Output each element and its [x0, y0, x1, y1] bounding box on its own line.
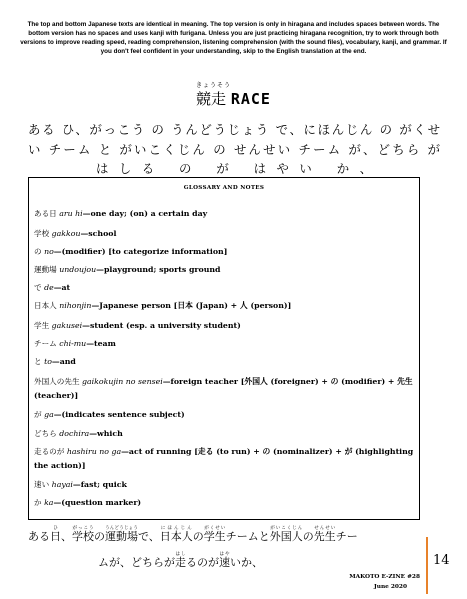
glossary-term: 外国人の先生	[34, 377, 80, 386]
intro-paragraph: The top and bottom Japanese texts are identical in meaning. The top version is only in hiragana and includes spaces between words. The bottom version has no spaces and uses kanji with furigana. Unless you are just practicing hiragana recognition, try to work through both versions to improve reading speed, reading comprehension, listening comprehension (with the sound files), vocabulary, kanji, and grammar. If you don't feel confident in your understanding, skip to the English translation at the end.	[20, 21, 447, 55]
glossary-entry	[34, 263, 414, 277]
glossary-entry	[34, 337, 414, 351]
glossary-term: 運動場	[34, 265, 57, 274]
glossary-definition: —student (esp. a university student)	[82, 321, 241, 330]
glossary-definition: —Japanese person [日本 (Japan) + 人 (person)]	[91, 301, 292, 310]
glossary-romaji: undoujou	[59, 265, 97, 274]
glossary-entry	[34, 408, 414, 422]
hiragana-line-1: ある ひ、がっこう の うんどうじょう で、にほんじん の がくせ	[28, 122, 440, 137]
glossary-definition: —(modifier) [to categorize information]	[53, 247, 228, 256]
glossary-romaji: dochira	[59, 429, 90, 438]
glossary-entry	[34, 227, 414, 241]
glossary-definition: —foreign teacher [外国人 (foreigner) + の (modifier) + 先生 (teacher)]	[34, 377, 413, 400]
footer-date: June 2020	[373, 584, 407, 590]
glossary-definition: —(question marker)	[53, 498, 142, 507]
furigana: せんせい	[313, 526, 336, 531]
glossary-romaji: gakkou	[51, 229, 81, 238]
kanji-with-furigana: 先生せんせい	[313, 526, 336, 543]
glossary-romaji: gaikokujin no sensei	[82, 377, 163, 386]
glossary-definition: —school	[80, 229, 117, 238]
glossary-entry	[34, 375, 414, 402]
glossary-definition: —and	[51, 357, 76, 366]
glossary-entry	[34, 427, 414, 441]
kanji-with-furigana: 運動場うんどうじょう	[105, 526, 138, 543]
glossary-box	[28, 177, 420, 520]
glossary-romaji: gakusei	[51, 321, 83, 330]
kanji-line-1	[28, 526, 408, 544]
glossary-entry	[34, 299, 414, 313]
furigana: はや	[219, 552, 230, 557]
hiragana-line-2: い チーム と がいこくじん の せんせい チーム が、どちら が	[28, 142, 440, 157]
kanji-with-furigana: 学生がくせい	[203, 526, 226, 543]
furigana: はし	[175, 552, 186, 557]
kanji-with-furigana: 日本人にほんじん	[159, 526, 193, 543]
glossary-romaji: no	[44, 247, 54, 256]
glossary-term: 学校	[34, 229, 50, 238]
glossary-term: か	[34, 498, 42, 507]
glossary-term: 走るのが	[34, 447, 65, 456]
title-english: RACE	[230, 90, 271, 108]
title-kanji: 競走	[196, 90, 227, 108]
glossary-term: と	[34, 357, 42, 366]
glossary-entry	[34, 281, 414, 295]
kana-segment: チームと	[225, 530, 270, 543]
glossary-romaji: to	[44, 357, 52, 366]
kana-segment: ある	[28, 530, 50, 543]
glossary-definition: —team	[86, 339, 116, 348]
glossary-romaji: hayai	[51, 480, 73, 489]
glossary-definition: —playground; sports ground	[96, 265, 221, 274]
glossary-term: ある日	[34, 209, 57, 218]
kana-segment: るのが	[186, 556, 219, 569]
glossary-entry	[34, 445, 414, 472]
glossary-term: が	[34, 410, 42, 419]
glossary-term: で	[34, 283, 42, 292]
glossary-entry	[34, 355, 414, 369]
glossary-definition: —one day; (on) a certain day	[82, 209, 208, 218]
page-number: 14	[433, 553, 450, 568]
glossary-romaji: ga	[44, 410, 54, 419]
furigana: がくせい	[203, 526, 226, 531]
kana-segment: で、	[138, 530, 160, 543]
page-accent-bar	[426, 537, 428, 594]
furigana: がいこくじん	[269, 526, 303, 531]
glossary-romaji: nihonjin	[59, 301, 92, 310]
glossary-entry	[34, 207, 414, 221]
kana-segment: 、	[61, 530, 72, 543]
glossary-romaji: ka	[44, 498, 54, 507]
glossary-heading: GLOSSARY AND NOTES	[183, 185, 265, 191]
glossary-entry	[34, 496, 414, 510]
glossary-entry	[34, 245, 414, 259]
furigana: うんどうじょう	[105, 526, 138, 531]
glossary-term: 学生	[34, 321, 50, 330]
glossary-romaji: de	[44, 283, 54, 292]
furigana: ひ	[50, 526, 61, 531]
kanji-line-2	[98, 552, 467, 570]
glossary-definition: —which	[89, 429, 123, 438]
kanji-with-furigana: 速はや	[219, 552, 230, 569]
glossary-term: 速い	[34, 480, 50, 489]
kanji-with-furigana: 学校がっこう	[72, 526, 94, 543]
story-title	[0, 82, 467, 108]
kana-segment: の	[94, 530, 105, 543]
glossary-definition: —fast; quick	[72, 480, 127, 489]
glossary-entry	[34, 478, 414, 492]
furigana: にほんじん	[159, 526, 193, 531]
glossary-definition: —(indicates sentence subject)	[53, 410, 185, 419]
furigana: がっこう	[72, 526, 94, 531]
glossary-romaji: hashiru no ga	[66, 447, 122, 456]
kana-segment: ムが、どちらが	[98, 556, 175, 569]
glossary-term: の	[34, 247, 42, 256]
glossary-term: チーム	[34, 339, 57, 348]
glossary-definition: —act of running [走る (to run) + の (nominalizer) + が (highlighting the action)]	[34, 447, 414, 470]
kanji-with-furigana: 外国人がいこくじん	[269, 526, 303, 543]
kana-segment: チー	[335, 530, 358, 543]
kanji-with-furigana: 走はし	[175, 552, 186, 569]
hiragana-line-3: はしる の が はやい か、	[96, 161, 372, 176]
glossary-definition: —at	[53, 283, 71, 292]
kana-segment: の	[192, 530, 204, 543]
glossary-romaji: aru hi	[59, 209, 83, 218]
title-furigana: きょうそう	[195, 82, 231, 89]
footer-zine: MAKOTO E-ZINE #28	[349, 574, 420, 580]
glossary-term: 日本人	[34, 301, 57, 310]
glossary-romaji: chi-mu	[59, 339, 87, 348]
kana-segment: の	[302, 530, 314, 543]
kanji-with-furigana: 日ひ	[50, 526, 61, 543]
kana-segment: いか、	[230, 556, 263, 569]
glossary-term: どちら	[34, 429, 57, 438]
glossary-entry	[34, 319, 414, 333]
